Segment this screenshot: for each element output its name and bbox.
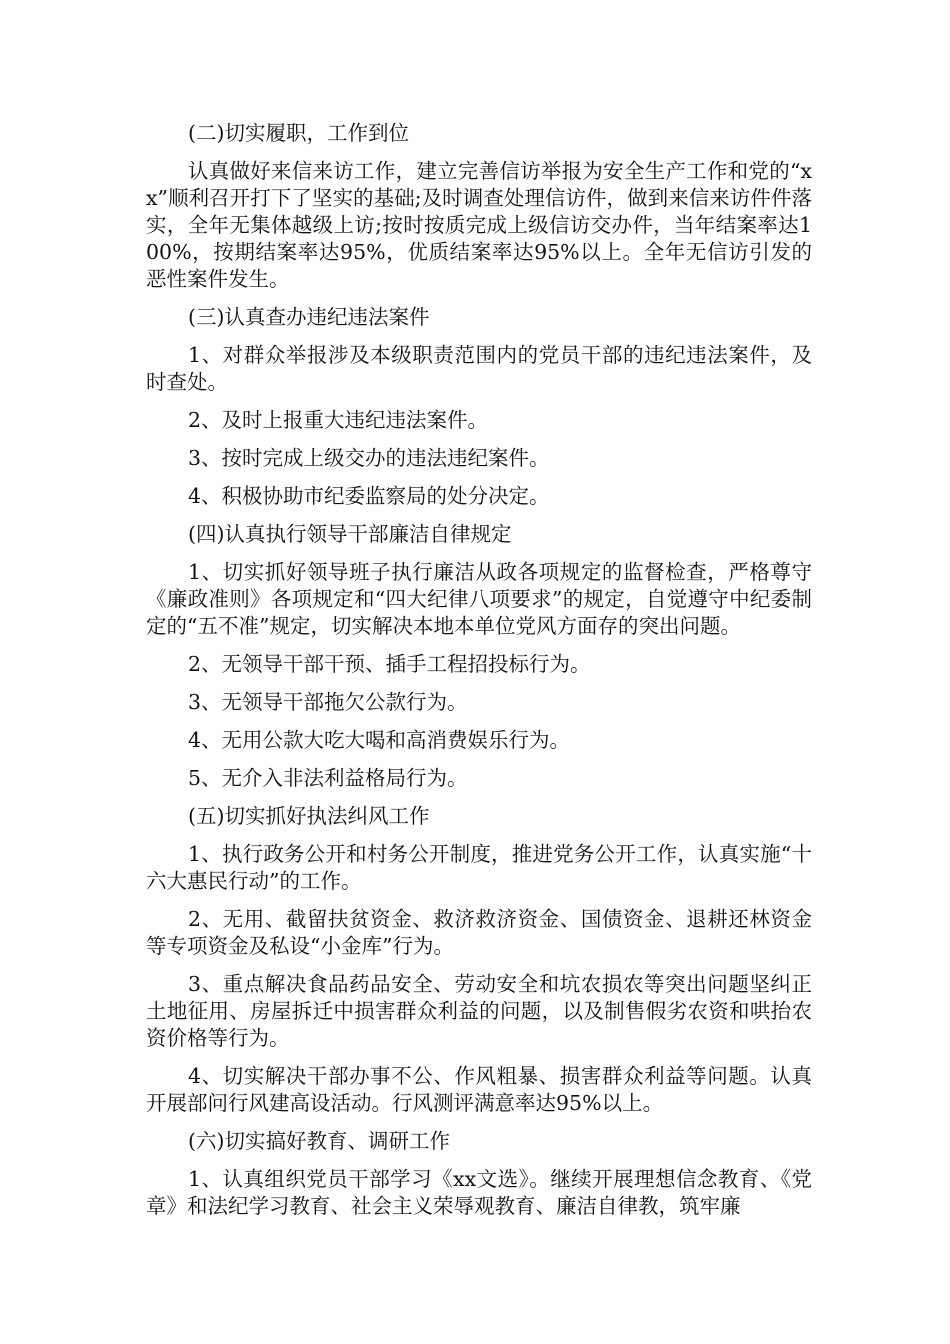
list-item: 1、切实抓好领导班子执行廉洁从政各项规定的监督检查，严格尊守《廉政准则》各项规定和“四大纪律八项要求”的规定，自觉遵守中纪委制定的“五不准”规定，切实解决本地本单位党风方面存的突出问题。: [146, 560, 812, 638]
list-item: 2、无用、截留扶贫资金、救济救济资金、国债资金、退耕还林资金等专项资金及私设“小金库”行为。: [146, 907, 812, 958]
list-item: 1、对群众举报涉及本级职责范围内的党员干部的违纪违法案件，及时查处。: [146, 343, 812, 394]
list-item: 2、及时上报重大违纪违法案件。: [188, 408, 489, 432]
section-heading-3: (三)认真查办违纪违法案件: [188, 305, 430, 329]
section-heading-6: (六)切实搞好教育、调研工作: [188, 1129, 450, 1153]
paragraph: 认真做好来信来访工作，建立完善信访举报为安全生产工作和党的“xx”顺利召开打下了坚实的基础;及时调查处理信访件，做到来信来访件件落实，全年无集体越级上访;按时按质完成上级信访交办件，当年结案率达100%，按期结案率达95%，优质结案率达95%以上。全年无信访引发的恶性案件发生。: [146, 159, 812, 291]
list-item: 1、执行政务公开和村务公开制度，推进党务公开工作，认真实施“十六大惠民行动”的工作。: [146, 842, 812, 893]
list-item: 1、认真组织党员干部学习《xx文选》。继续开展理想信念教育、《党章》和法纪学习教育、社会主义荣辱观教育、廉洁自律教，筑牢廉: [146, 1167, 812, 1218]
document-body: [146, 120, 812, 1231]
list-item: 4、积极协助市纪委监察局的处分决定。: [188, 484, 550, 508]
section-heading-2: (二)切实履职，工作到位: [188, 121, 409, 145]
list-item: 4、无用公款大吃大喝和高消费娱乐行为。: [188, 728, 571, 752]
list-item: 4、切实解决干部办事不公、作风粗暴、损害群众利益等问题。认真开展部问行风建高设活动。行风测评满意率达95%以上。: [146, 1064, 812, 1115]
list-item: 5、无介入非法利益格局行为。: [188, 766, 468, 790]
list-item: 3、重点解决食品药品安全、劳动安全和坑农损农等突出问题坚纠正土地征用、房屋拆迁中损害群众利益的问题，以及制售假劣农资和哄抬农资价格等行为。: [146, 972, 812, 1050]
section-heading-4: (四)认真执行领导干部廉洁自律规定: [188, 522, 512, 546]
list-item: 2、无领导干部干预、插手工程招投标行为。: [188, 652, 591, 676]
list-item: 3、无领导干部拖欠公款行为。: [188, 690, 468, 714]
list-item: 3、按时完成上级交办的违法违纪案件。: [188, 446, 550, 470]
section-heading-5: (五)切实抓好执法纠风工作: [188, 804, 430, 828]
